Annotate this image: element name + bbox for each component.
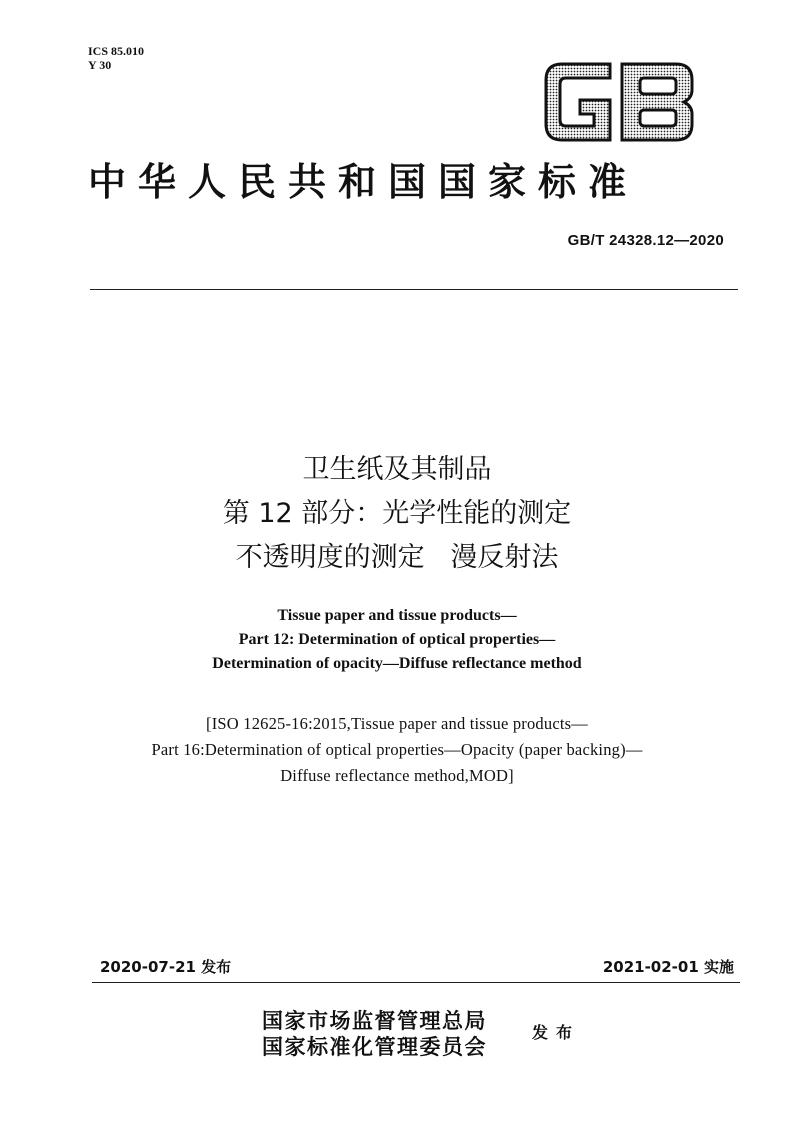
english-title-line-1: Tissue paper and tissue products— (277, 607, 517, 624)
ics-code: ICS 85.010 (88, 44, 145, 58)
iso-reference-line-1: [ISO 12625-16:2015,Tissue paper and tissue products— (206, 714, 588, 733)
iso-reference-line-3: Diffuse reflectance method,MOD] (280, 766, 514, 785)
ccs-code: Y 30 (88, 58, 112, 72)
publisher-sac: 国家标准化管理委员会 (262, 1034, 487, 1059)
gb-logo (540, 58, 698, 146)
gb-logo-letter-b (622, 64, 692, 140)
english-title-line-2: Part 12: Determination of optical properties— (238, 631, 556, 648)
iso-reference-line-2: Part 16:Determination of optical properties—Opacity (paper backing)— (151, 740, 643, 759)
national-standard-title: 中华人民共和国国家标准 (88, 160, 639, 204)
english-title-line-3: Determination of opacity—Diffuse reflectance method (212, 655, 582, 672)
chinese-title-line-1: 卫生纸及其制品 (302, 454, 492, 485)
chinese-title-line-2: 第 12 部分：光学性能的测定 (222, 498, 572, 529)
english-title (0, 604, 794, 676)
publish-label: 发布 (532, 1023, 581, 1042)
publishers (262, 1008, 487, 1060)
chinese-title (0, 448, 794, 580)
iso-reference (0, 711, 794, 789)
classification-codes (88, 44, 144, 72)
chinese-title-line-3: 不透明度的测定 漫反射法 (235, 542, 559, 573)
footer-divider (92, 982, 740, 983)
implementation-date: 2021-02-01 实施 (602, 958, 734, 976)
header-divider (90, 289, 738, 290)
issue-date: 2020-07-21 发布 (100, 958, 232, 976)
standard-number: GB/T 24328.12—2020 (567, 232, 724, 249)
publisher-samr: 国家市场监督管理总局 (262, 1008, 487, 1033)
gb-logo-letter-g (546, 64, 610, 140)
